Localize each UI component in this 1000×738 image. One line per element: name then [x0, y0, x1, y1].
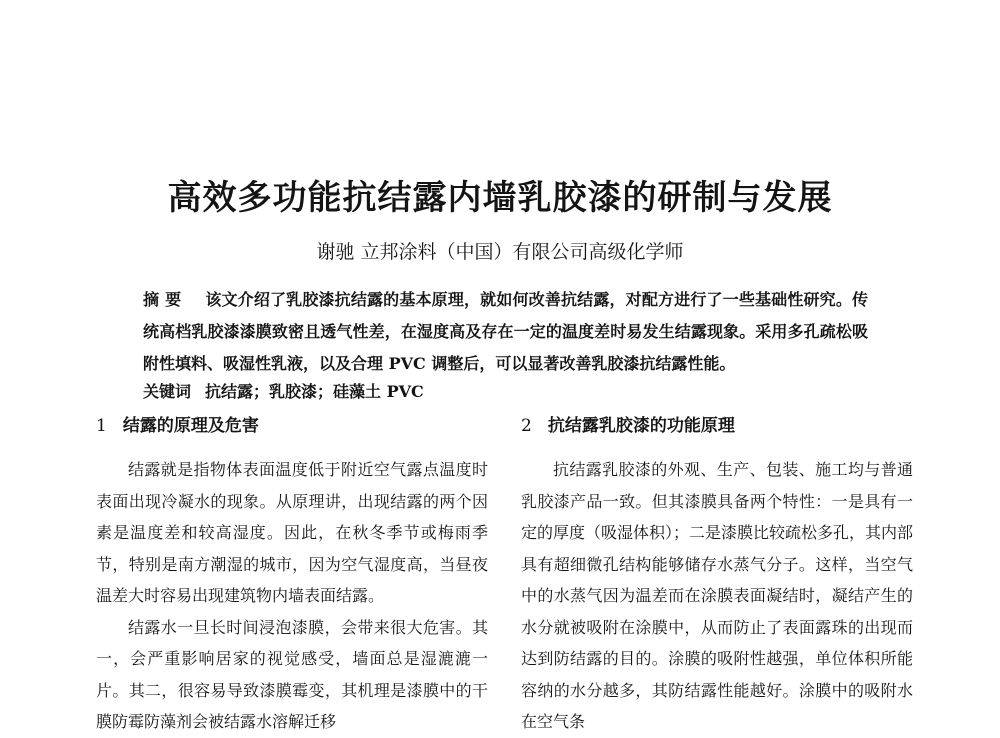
- section-number: 2: [521, 416, 532, 436]
- paragraph: 结露水一旦长时间浸泡漆膜，会带来很大危害。其一，会严重影响居家的视觉感受，墙面总是湿漉漉一片。其二，很容易导致漆膜霉变，其机理是漆膜中的干膜防霉防藻剂会被结露水溶解迁移: [96, 617, 488, 731]
- abstract: [143, 284, 868, 380]
- paper-title: 高效多功能抗结露内墙乳胶漆的研制与发展: [167, 178, 833, 218]
- keywords-label: 关键词: [143, 382, 192, 401]
- keywords-text: 抗结露；乳胶漆；硅藻土 PVC: [205, 382, 424, 401]
- keywords: [143, 378, 868, 406]
- abstract-text: 该文介绍了乳胶漆抗结露的基本原理，就如何改善抗结露，对配方进行了一些基础性研究。传统高档乳胶漆漆膜致密且透气性差，在湿度高及存在一定的温度差时易发生结露现象。采用多孔疏松吸附性填料、吸湿性乳液，以及合理 PVC 调整后，可以显著改善乳胶漆抗结露性能。: [143, 290, 868, 373]
- left-column: [96, 412, 488, 738]
- paragraph: 结露就是指物体表面温度低于附近空气露点温度时表面出现冷凝水的现象。从原理讲，出现结露的两个因素是温度差和较高湿度。因此，在秋冬季节或梅雨季节，特别是南方潮湿的城市，因为空气湿度高，当昼夜温差大时容易出现建筑物内墙表面结露。: [96, 460, 488, 605]
- right-column: [521, 412, 913, 738]
- abstract-label: 摘要: [143, 290, 188, 309]
- author-line: 谢驰 立邦涂料（中国）有限公司高级化学师: [316, 241, 684, 263]
- section-heading: [96, 412, 488, 440]
- section-number: 1: [96, 416, 107, 436]
- section-title: 抗结露乳胶漆的功能原理: [547, 416, 735, 436]
- section-title: 结露的原理及危害: [122, 416, 259, 436]
- paragraph: 抗结露乳胶漆的外观、生产、包装、施工均与普通乳胶漆产品一致。但其漆膜具备两个特性：一是具有一定的厚度（吸湿体积）；二是漆膜比较疏松多孔，其内部具有超细微孔结构能够储存水蒸气分子。这样，当空气中的水蒸气因为温差而在涂膜表面凝结时，凝结产生的水分就被吸附在涂膜中，从而防止了表面露珠的出现而达到防结露的目的。涂膜的吸附性越强，单位体积所能容纳的水分越多，其防结露性能越好。涂膜中的吸附水在空气条: [521, 460, 914, 731]
- section-heading: [521, 412, 913, 440]
